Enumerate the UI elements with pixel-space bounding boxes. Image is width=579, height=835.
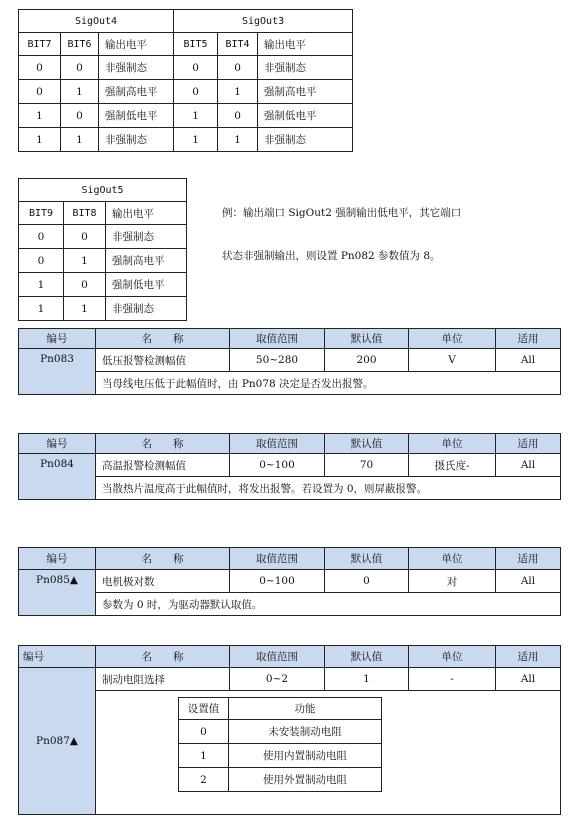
table-row [179, 768, 382, 792]
param-unit: - [409, 668, 496, 691]
table-cell: 1 [174, 128, 218, 152]
col-header: 功能 [229, 698, 382, 720]
table-cell: 0 [61, 56, 99, 80]
table-cell: 强制低电平 [106, 273, 187, 297]
table-cell: 2 [179, 768, 229, 792]
table-row [19, 104, 353, 128]
table-cell: 0 [218, 104, 258, 128]
table-cell: 1 [19, 297, 64, 321]
table-cell: 1 [61, 128, 99, 152]
table-cell: 1 [174, 104, 218, 128]
col-header: BIT4 [218, 33, 258, 56]
param-table-pn085 [18, 547, 561, 616]
param-range: 0~100 [230, 454, 325, 477]
table-row [19, 249, 187, 273]
header-range: 取值范围 [230, 329, 325, 349]
table-cell: 0 [19, 249, 64, 273]
header-default: 默认值 [325, 548, 409, 570]
param-applies: All [496, 349, 561, 372]
table-cell: 0 [64, 225, 106, 249]
table-cell: 强制低电平 [99, 104, 174, 128]
group-header-sigout3: SigOut3 [174, 10, 353, 33]
table-cell: 0 [64, 273, 106, 297]
table-cell: 0 [174, 80, 218, 104]
col-header: 输出电平 [258, 33, 353, 56]
table-cell: 非强制态 [258, 128, 353, 152]
header-name: 名 称 [96, 646, 230, 668]
header-applies: 适用 [496, 434, 561, 454]
header-name: 名 称 [96, 548, 230, 570]
param-id: Pn083 [19, 349, 96, 395]
header-name: 名 称 [96, 329, 230, 349]
header-unit: 单位 [409, 548, 496, 570]
param-description: 当散热片温度高于此幅值时，将发出报警。若设置为 0，则屏蔽报警。 [96, 477, 561, 500]
header-unit: 单位 [409, 646, 496, 668]
table-cell: 1 [218, 128, 258, 152]
header-default: 默认值 [325, 646, 409, 668]
table-cell: 0 [179, 720, 229, 744]
table-cell: 0 [218, 56, 258, 80]
header-range: 取值范围 [230, 434, 325, 454]
table-cell: 0 [19, 80, 61, 104]
table-row [19, 80, 353, 104]
param-description: 参数为 0 时，为驱动器默认取值。 [96, 593, 561, 616]
param-range: 0~2 [230, 668, 325, 691]
table-cell: 0 [19, 225, 64, 249]
param-unit: 摄氏度- [409, 454, 496, 477]
param-id: Pn084 [19, 454, 96, 500]
table-cell: 1 [61, 80, 99, 104]
param-applies: All [496, 454, 561, 477]
header-id: 编号 [19, 329, 96, 349]
sigout4-sigout3-table [18, 9, 353, 152]
table-cell: 0 [19, 56, 61, 80]
header-range: 取值范围 [230, 646, 325, 668]
example-text-line1: 例：输出端口 SigOut2 强制输出低电平，其它端口 [222, 207, 462, 219]
table-cell: 1 [179, 744, 229, 768]
table-row [19, 128, 353, 152]
param-table-pn083 [18, 328, 561, 395]
param-table-pn084 [18, 433, 561, 500]
header-applies: 适用 [496, 548, 561, 570]
col-header: BIT8 [64, 202, 106, 225]
param-description: 当母线电压低于此幅值时，由 Pn078 决定是否发出报警。 [96, 372, 561, 395]
header-unit: 单位 [409, 434, 496, 454]
header-range: 取值范围 [230, 548, 325, 570]
table-row [179, 720, 382, 744]
table-cell: 0 [61, 104, 99, 128]
table-cell: 非强制态 [99, 56, 174, 80]
table-cell: 1 [64, 249, 106, 273]
param-range: 0~100 [230, 570, 325, 593]
header-default: 默认值 [325, 329, 409, 349]
table-cell: 1 [19, 104, 61, 128]
header-unit: 单位 [409, 329, 496, 349]
param-applies: All [496, 668, 561, 691]
table-cell: 1 [19, 273, 64, 297]
param-id: Pn085▲ [19, 570, 96, 616]
param-default: 70 [325, 454, 409, 477]
col-header: BIT9 [19, 202, 64, 225]
param-name: 低压报警检测幅值 [96, 349, 230, 372]
header-default: 默认值 [325, 434, 409, 454]
table-row [19, 225, 187, 249]
param-unit: 对 [409, 570, 496, 593]
col-header: 输出电平 [106, 202, 187, 225]
col-header: 输出电平 [99, 33, 174, 56]
table-cell: 强制高电平 [99, 80, 174, 104]
table-row [19, 273, 187, 297]
table-row [19, 56, 353, 80]
param-name: 电机极对数 [96, 570, 230, 593]
col-header: BIT7 [19, 33, 61, 56]
brake-options-table [178, 697, 382, 792]
param-default: 200 [325, 349, 409, 372]
col-header: BIT6 [61, 33, 99, 56]
table-cell: 强制高电平 [106, 249, 187, 273]
param-name: 制动电阻选择 [96, 668, 230, 691]
table-cell: 非强制态 [99, 128, 174, 152]
col-header: BIT5 [174, 33, 218, 56]
table-cell: 1 [19, 128, 61, 152]
example-text-line2: 状态非强制输出，则设置 Pn082 参数值为 8。 [222, 250, 441, 262]
group-header-sigout5: SigOut5 [19, 179, 187, 202]
header-applies: 适用 [496, 329, 561, 349]
table-cell: 1 [218, 80, 258, 104]
table-cell: 使用外置制动电阻 [229, 768, 382, 792]
header-name: 名 称 [96, 434, 230, 454]
table-cell: 非强制态 [258, 56, 353, 80]
table-cell: 0 [174, 56, 218, 80]
param-default: 0 [325, 570, 409, 593]
param-unit: V [409, 349, 496, 372]
param-id: Pn087▲ [19, 668, 96, 815]
header-id: 编号 [19, 646, 96, 668]
table-cell: 1 [64, 297, 106, 321]
table-cell: 强制高电平 [258, 80, 353, 104]
header-id: 编号 [19, 434, 96, 454]
header-id: 编号 [19, 548, 96, 570]
col-header: 设置值 [179, 698, 229, 720]
table-row [19, 297, 187, 321]
param-name: 高温报警检测幅值 [96, 454, 230, 477]
table-cell: 强制低电平 [258, 104, 353, 128]
param-applies: All [496, 570, 561, 593]
param-range: 50~280 [230, 349, 325, 372]
table-cell: 非强制态 [106, 297, 187, 321]
table-cell: 非强制态 [106, 225, 187, 249]
sigout5-table [18, 178, 187, 321]
header-applies: 适用 [496, 646, 561, 668]
table-cell: 未安装制动电阻 [229, 720, 382, 744]
group-header-sigout4: SigOut4 [19, 10, 174, 33]
table-cell: 使用内置制动电阻 [229, 744, 382, 768]
table-row [179, 744, 382, 768]
param-default: 1 [325, 668, 409, 691]
